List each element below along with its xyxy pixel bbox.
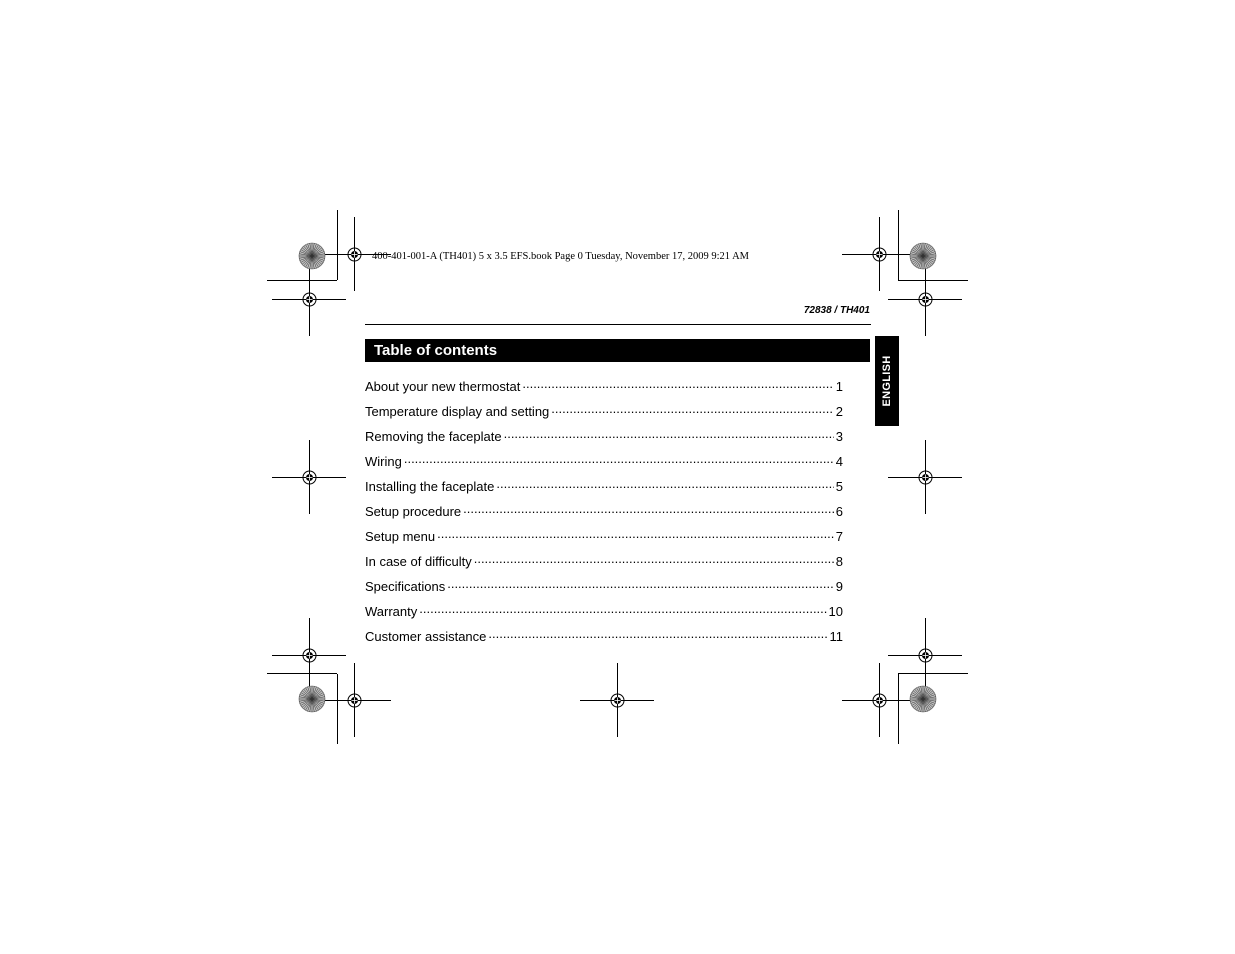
toc-entry[interactable] — [365, 601, 843, 626]
toc-entry-label: Installing the faceplate — [365, 479, 495, 494]
file-header: 400-401-001-A (TH401) 5 x 3.5 EFS.book Page 0 Tuesday, November 17, 2009 9:21 AM — [372, 251, 750, 262]
toc-entry-page: 9 — [835, 579, 843, 594]
toc-entry-page: 6 — [835, 504, 843, 519]
toc-entry[interactable] — [365, 626, 843, 651]
toc-entry-page: 7 — [835, 529, 843, 544]
toc-entry-page: 10 — [828, 604, 843, 619]
toc-entry-label: In case of difficulty — [365, 554, 472, 569]
language-tab-label: ENGLISH — [881, 355, 893, 407]
toc-entry[interactable] — [365, 476, 843, 501]
toc-entry-page: 4 — [835, 454, 843, 469]
toc-entry-page: 5 — [835, 479, 843, 494]
toc-entry[interactable] — [365, 526, 843, 551]
toc-entry[interactable] — [365, 501, 843, 526]
toc-entry-label: Removing the faceplate — [365, 429, 502, 444]
toc-entry-label: Customer assistance — [365, 629, 487, 644]
toc-entry-label: Temperature display and setting — [365, 404, 550, 419]
toc-entry[interactable] — [365, 376, 843, 401]
toc-entry-page: 2 — [835, 404, 843, 419]
toc-list — [365, 376, 843, 651]
header-rule — [365, 324, 871, 325]
language-tab — [875, 336, 899, 426]
toc-entry[interactable] — [365, 426, 843, 451]
toc-entry-label: Setup menu — [365, 529, 436, 544]
section-title: Table of contents — [374, 342, 498, 359]
toc-entry-page: 11 — [829, 629, 843, 644]
toc-entry[interactable] — [365, 576, 843, 601]
toc-entry-label: About your new thermostat — [365, 379, 521, 394]
toc-entry-page: 8 — [835, 554, 843, 569]
toc-entry-page: 3 — [835, 429, 843, 444]
toc-entry-label: Wiring — [365, 454, 402, 469]
section-title-bar — [365, 339, 870, 362]
toc-entry[interactable] — [365, 551, 843, 576]
model-code: 72838 / TH401 — [803, 305, 870, 316]
toc-entry-label: Setup procedure — [365, 504, 462, 519]
toc-entry-label: Specifications — [365, 579, 446, 594]
toc-entry[interactable] — [365, 401, 843, 426]
toc-entry-label: Warranty — [365, 604, 418, 619]
toc-entry[interactable] — [365, 451, 843, 476]
toc-entry-page: 1 — [835, 379, 843, 394]
